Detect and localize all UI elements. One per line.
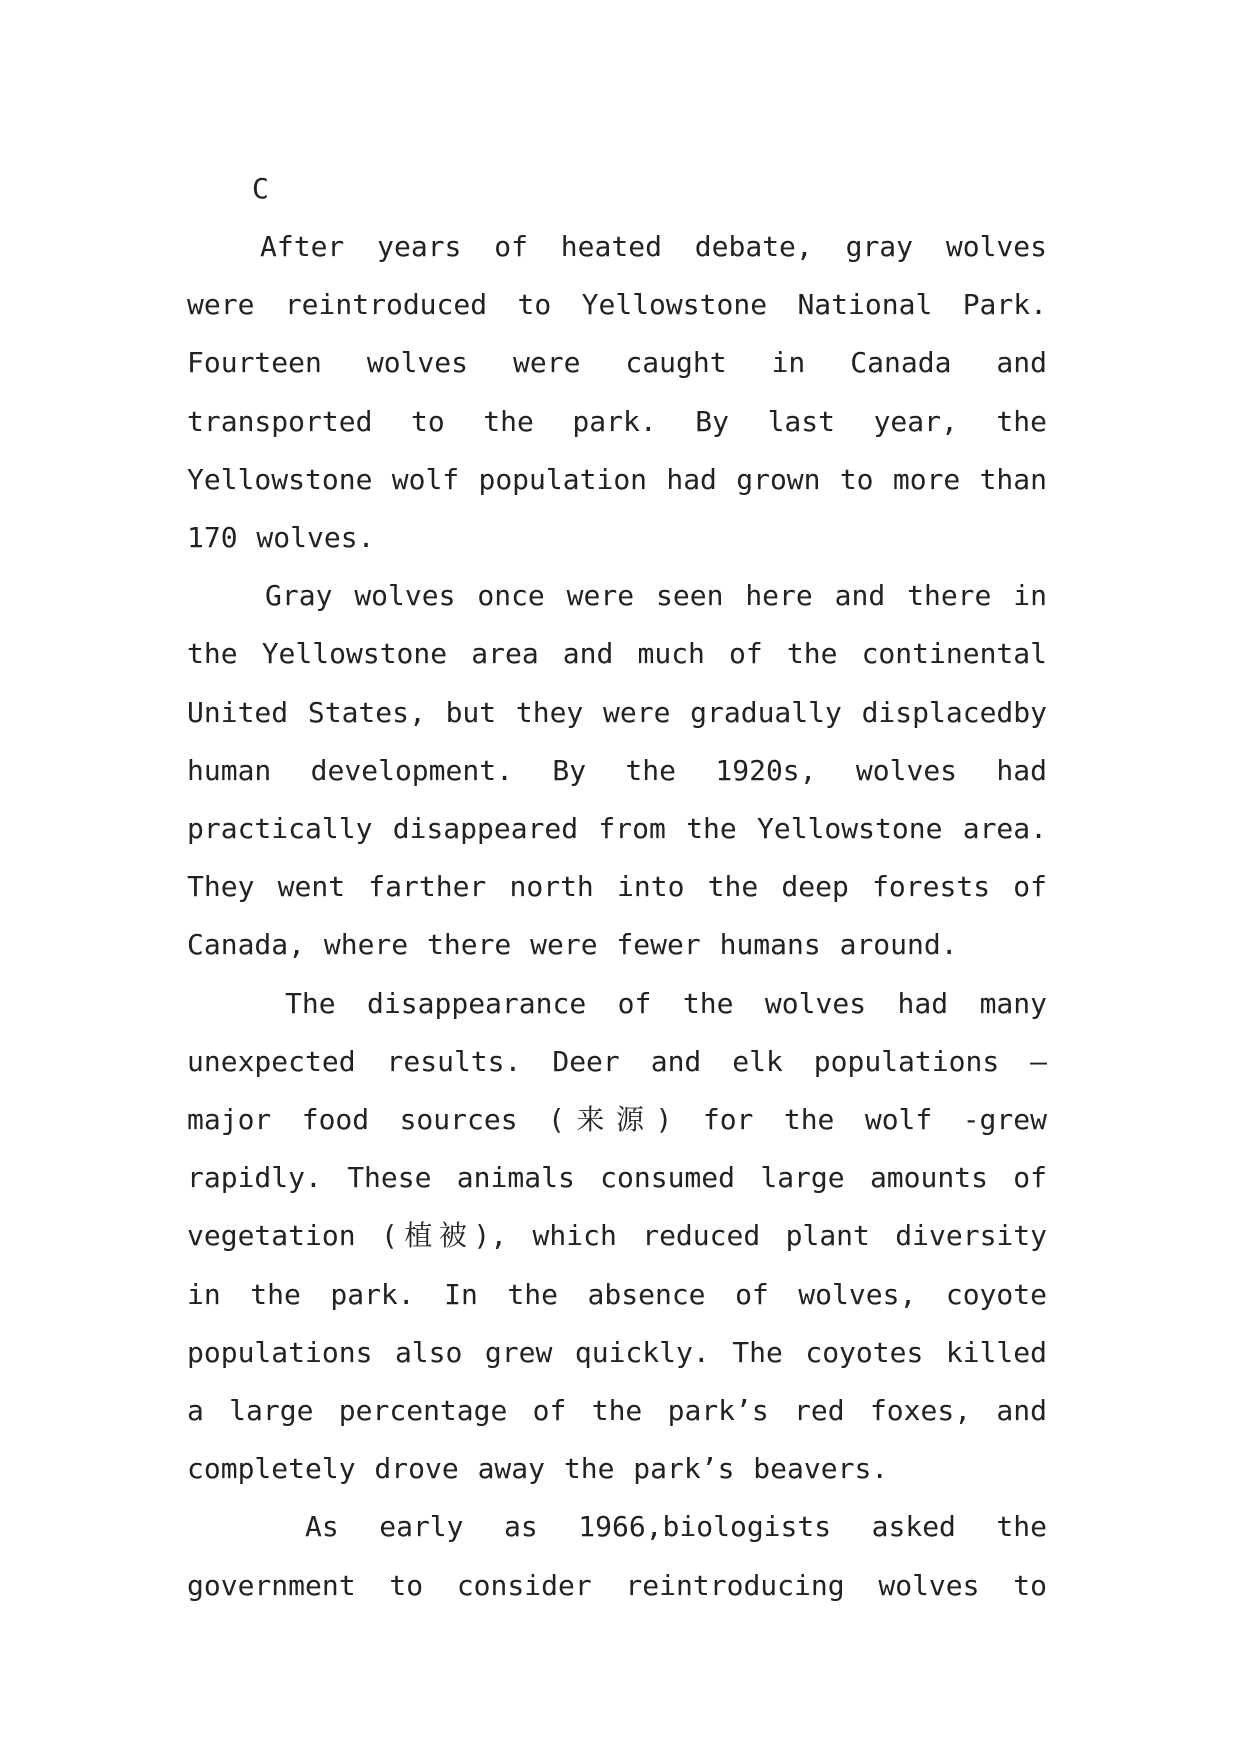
paragraph-2: Gray wolves once were seen here and there in the Yellowstone area and much of the continental United States, but they were gradually displacedby human development. By the 1920s, wolves had practically disappeared from the Yellowstone area. They went farther north into the deep forests of Canada, where there were fewer humans around. [187, 579, 1047, 962]
document-body [187, 160, 1047, 1615]
paragraph-3: The disappearance of the wolves had many unexpected results. Deer and elk populations —major food sources (来源) for the wolf -grew rapidly. These animals consumed large amounts of vegetation (植被), which reduced plant diversity in the park. In the absence of wolves, coyote populations also grew quickly. The coyotes killed a large percentage of the park’s red foxes, and completely drove away the park’s beavers. [187, 986, 1047, 1486]
section-letter: C [252, 172, 269, 205]
paragraph-1: After years of heated debate, gray wolves were reintroduced to Yellowstone National Park. Fourteen wolves were caught in Canada and transported to the park. By last year, the Yellowstone wolf population had grown to more than 170 wolves. [187, 230, 1047, 555]
paragraph-4: As early as 1966,biologists asked the government to consider reintroducing wolves to [187, 1510, 1047, 1602]
